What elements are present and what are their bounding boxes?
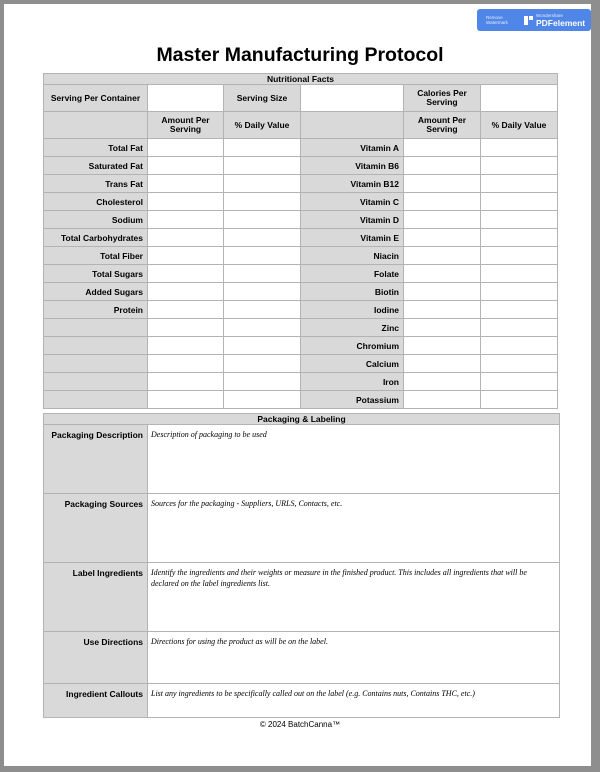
- nutrient-amount-right-field[interactable]: [404, 229, 481, 247]
- ingredient-callouts-label: Ingredient Callouts: [44, 684, 148, 718]
- nutrient-daily-right-field[interactable]: [481, 265, 558, 283]
- nutrient-amount-right-field[interactable]: [404, 193, 481, 211]
- nutrient-label-left: [44, 337, 148, 355]
- nutrient-daily-left-field[interactable]: [224, 175, 301, 193]
- nutrient-amount-right-field[interactable]: [404, 373, 481, 391]
- nutrient-label-left: [44, 373, 148, 391]
- header-blank-right: [301, 112, 404, 139]
- nutrient-daily-right-field[interactable]: [481, 193, 558, 211]
- serving-size-label: Serving Size: [224, 85, 301, 112]
- nutrition-table: [43, 73, 558, 409]
- nutrient-amount-left-field[interactable]: [148, 247, 224, 265]
- nutrient-row: [44, 175, 558, 193]
- nutrient-daily-right-field[interactable]: [481, 229, 558, 247]
- amount-per-serving-header-left: Amount Per Serving: [148, 112, 224, 139]
- nutrient-row: [44, 139, 558, 157]
- packaging-description-field[interactable]: Description of packaging to be used: [148, 425, 560, 494]
- calories-per-serving-field[interactable]: [481, 85, 558, 112]
- nutrient-label-right: Vitamin B6: [301, 157, 404, 175]
- nutrient-amount-right-field[interactable]: [404, 211, 481, 229]
- nutrient-label-right: Vitamin B12: [301, 175, 404, 193]
- nutrient-amount-right-field[interactable]: [404, 391, 481, 409]
- nutrient-amount-right-field[interactable]: [404, 175, 481, 193]
- nutrient-row: [44, 373, 558, 391]
- nutrient-label-left: Trans Fat: [44, 175, 148, 193]
- remove-watermark-button[interactable]: [477, 9, 591, 31]
- nutrient-label-right: Folate: [301, 265, 404, 283]
- nutrient-daily-left-field[interactable]: [224, 265, 301, 283]
- daily-value-header-left: % Daily Value: [224, 112, 301, 139]
- nutrient-daily-right-field[interactable]: [481, 319, 558, 337]
- nutrient-label-right: Potassium: [301, 391, 404, 409]
- label-ingredients-label: Label Ingredients: [44, 563, 148, 632]
- nutrient-amount-left-field[interactable]: [148, 139, 224, 157]
- nutrient-daily-right-field[interactable]: [481, 283, 558, 301]
- nutrient-daily-left-field[interactable]: [224, 139, 301, 157]
- nutrient-daily-right-field[interactable]: [481, 175, 558, 193]
- nutrient-label-right: Iron: [301, 373, 404, 391]
- nutrition-section-title: Nutritional Facts: [44, 74, 558, 85]
- nutrient-row: [44, 337, 558, 355]
- nutrient-amount-left-field[interactable]: [148, 175, 224, 193]
- nutrient-daily-left-field[interactable]: [224, 391, 301, 409]
- nutrient-label-left: Protein: [44, 301, 148, 319]
- nutrient-daily-right-field[interactable]: [481, 211, 558, 229]
- nutrient-label-right: Vitamin E: [301, 229, 404, 247]
- nutrient-amount-left-field[interactable]: [148, 157, 224, 175]
- nutrient-label-left: Total Fiber: [44, 247, 148, 265]
- nutrient-row: [44, 391, 558, 409]
- nutrient-amount-right-field[interactable]: [404, 247, 481, 265]
- nutrient-daily-right-field[interactable]: [481, 247, 558, 265]
- nutrient-daily-right-field[interactable]: [481, 139, 558, 157]
- use-directions-label: Use Directions: [44, 632, 148, 684]
- nutrient-daily-left-field[interactable]: [224, 301, 301, 319]
- nutrient-amount-right-field[interactable]: [404, 157, 481, 175]
- nutrient-label-right: Calcium: [301, 355, 404, 373]
- nutrient-amount-left-field[interactable]: [148, 391, 224, 409]
- nutrient-daily-left-field[interactable]: [224, 229, 301, 247]
- nutrient-row: [44, 355, 558, 373]
- nutrient-label-left: Sodium: [44, 211, 148, 229]
- nutrient-row: [44, 229, 558, 247]
- watermark-brand: Wondershare: [536, 12, 563, 18]
- nutrient-daily-left-field[interactable]: [224, 193, 301, 211]
- nutrient-label-left: Total Fat: [44, 139, 148, 157]
- nutrient-label-right: Biotin: [301, 283, 404, 301]
- nutrient-daily-left-field[interactable]: [224, 157, 301, 175]
- nutrient-daily-right-field[interactable]: [481, 301, 558, 319]
- nutrient-daily-right-field[interactable]: [481, 337, 558, 355]
- label-ingredients-field[interactable]: Identify the ingredients and their weights or measure in the finished product. This includes all ingredients that will be declared on the label ingredients list.: [148, 563, 560, 632]
- nutrient-amount-left-field[interactable]: [148, 373, 224, 391]
- packaging-row: [44, 494, 560, 563]
- nutrient-row: [44, 157, 558, 175]
- nutrient-row: [44, 301, 558, 319]
- watermark-remove-label: Remove Watermark: [486, 15, 508, 25]
- packaging-row: [44, 425, 560, 494]
- packaging-row: [44, 632, 560, 684]
- nutrient-label-left: Total Sugars: [44, 265, 148, 283]
- nutrient-amount-right-field[interactable]: [404, 301, 481, 319]
- nutrient-label-right: Vitamin C: [301, 193, 404, 211]
- nutrient-amount-left-field[interactable]: [148, 265, 224, 283]
- packaging-table: [43, 413, 560, 718]
- nutrient-label-left: Saturated Fat: [44, 157, 148, 175]
- nutrient-daily-left-field[interactable]: [224, 247, 301, 265]
- nutrient-amount-right-field[interactable]: [404, 337, 481, 355]
- packaging-row: [44, 684, 560, 718]
- packaging-section-title: Packaging & Labeling: [44, 414, 560, 425]
- nutrient-row: [44, 319, 558, 337]
- nutrient-daily-left-field[interactable]: [224, 211, 301, 229]
- nutrient-amount-left-field[interactable]: [148, 211, 224, 229]
- nutrient-daily-right-field[interactable]: [481, 373, 558, 391]
- nutrient-daily-left-field[interactable]: [224, 355, 301, 373]
- nutrient-row: [44, 211, 558, 229]
- nutrient-amount-left-field[interactable]: [148, 301, 224, 319]
- nutrient-label-right: Iodine: [301, 301, 404, 319]
- nutrient-daily-left-field[interactable]: [224, 319, 301, 337]
- ingredient-callouts-field[interactable]: List any ingredients to be specifically called out on the label (e.g. Contains nuts, Contains THC, etc.): [148, 684, 560, 718]
- amount-per-serving-header-right: Amount Per Serving: [404, 112, 481, 139]
- nutrient-label-right: Chromium: [301, 337, 404, 355]
- packaging-sources-field[interactable]: Sources for the packaging - Suppliers, URLS, Contacts, etc.: [148, 494, 560, 563]
- nutrient-label-right: Zinc: [301, 319, 404, 337]
- nutrient-amount-left-field[interactable]: [148, 283, 224, 301]
- nutrient-daily-left-field[interactable]: [224, 373, 301, 391]
- nutrient-row: [44, 193, 558, 211]
- packaging-sources-label: Packaging Sources: [44, 494, 148, 563]
- nutrient-daily-left-field[interactable]: [224, 283, 301, 301]
- nutrient-amount-right-field[interactable]: [404, 319, 481, 337]
- nutrient-row: [44, 265, 558, 283]
- nutrient-amount-left-field[interactable]: [148, 193, 224, 211]
- nutrient-label-left: [44, 391, 148, 409]
- nutrient-label-right: Vitamin A: [301, 139, 404, 157]
- watermark-product: PDFelement: [536, 17, 586, 28]
- daily-value-header-right: % Daily Value: [481, 112, 558, 139]
- nutrient-amount-left-field[interactable]: [148, 337, 224, 355]
- nutrient-daily-right-field[interactable]: [481, 157, 558, 175]
- nutrient-amount-right-field[interactable]: [404, 355, 481, 373]
- footer-copyright: © 2024 BatchCanna™: [259, 720, 341, 729]
- nutrient-daily-left-field[interactable]: [224, 337, 301, 355]
- nutrient-label-right: Niacin: [301, 247, 404, 265]
- nutrient-label-left: [44, 319, 148, 337]
- serving-per-container-label: Serving Per Container: [44, 85, 148, 112]
- nutrient-amount-left-field[interactable]: [148, 229, 224, 247]
- nutrient-daily-right-field[interactable]: [481, 391, 558, 409]
- nutrient-amount-left-field[interactable]: [148, 355, 224, 373]
- serving-size-field[interactable]: [301, 85, 404, 112]
- calories-per-serving-label: Calories Per Serving: [404, 85, 481, 112]
- nutrient-label-left: Cholesterol: [44, 193, 148, 211]
- nutrient-label-left: Total Carbohydrates: [44, 229, 148, 247]
- nutrient-amount-right-field[interactable]: [404, 139, 481, 157]
- nutrient-row: [44, 247, 558, 265]
- page-title: Master Manufacturing Protocol: [156, 44, 444, 66]
- serving-per-container-field[interactable]: [148, 85, 224, 112]
- use-directions-field[interactable]: Directions for using the product as will be on the label.: [148, 632, 560, 684]
- nutrient-label-right: Vitamin D: [301, 211, 404, 229]
- nutrient-daily-right-field[interactable]: [481, 355, 558, 373]
- nutrient-label-left: [44, 355, 148, 373]
- nutrient-amount-left-field[interactable]: [148, 319, 224, 337]
- pdfelement-logo-icon: [524, 16, 533, 25]
- header-blank-left: [44, 112, 148, 139]
- packaging-description-label: Packaging Description: [44, 425, 148, 494]
- nutrient-row: [44, 283, 558, 301]
- nutrient-label-left: Added Sugars: [44, 283, 148, 301]
- nutrient-amount-right-field[interactable]: [404, 283, 481, 301]
- packaging-row: [44, 563, 560, 632]
- nutrient-amount-right-field[interactable]: [404, 265, 481, 283]
